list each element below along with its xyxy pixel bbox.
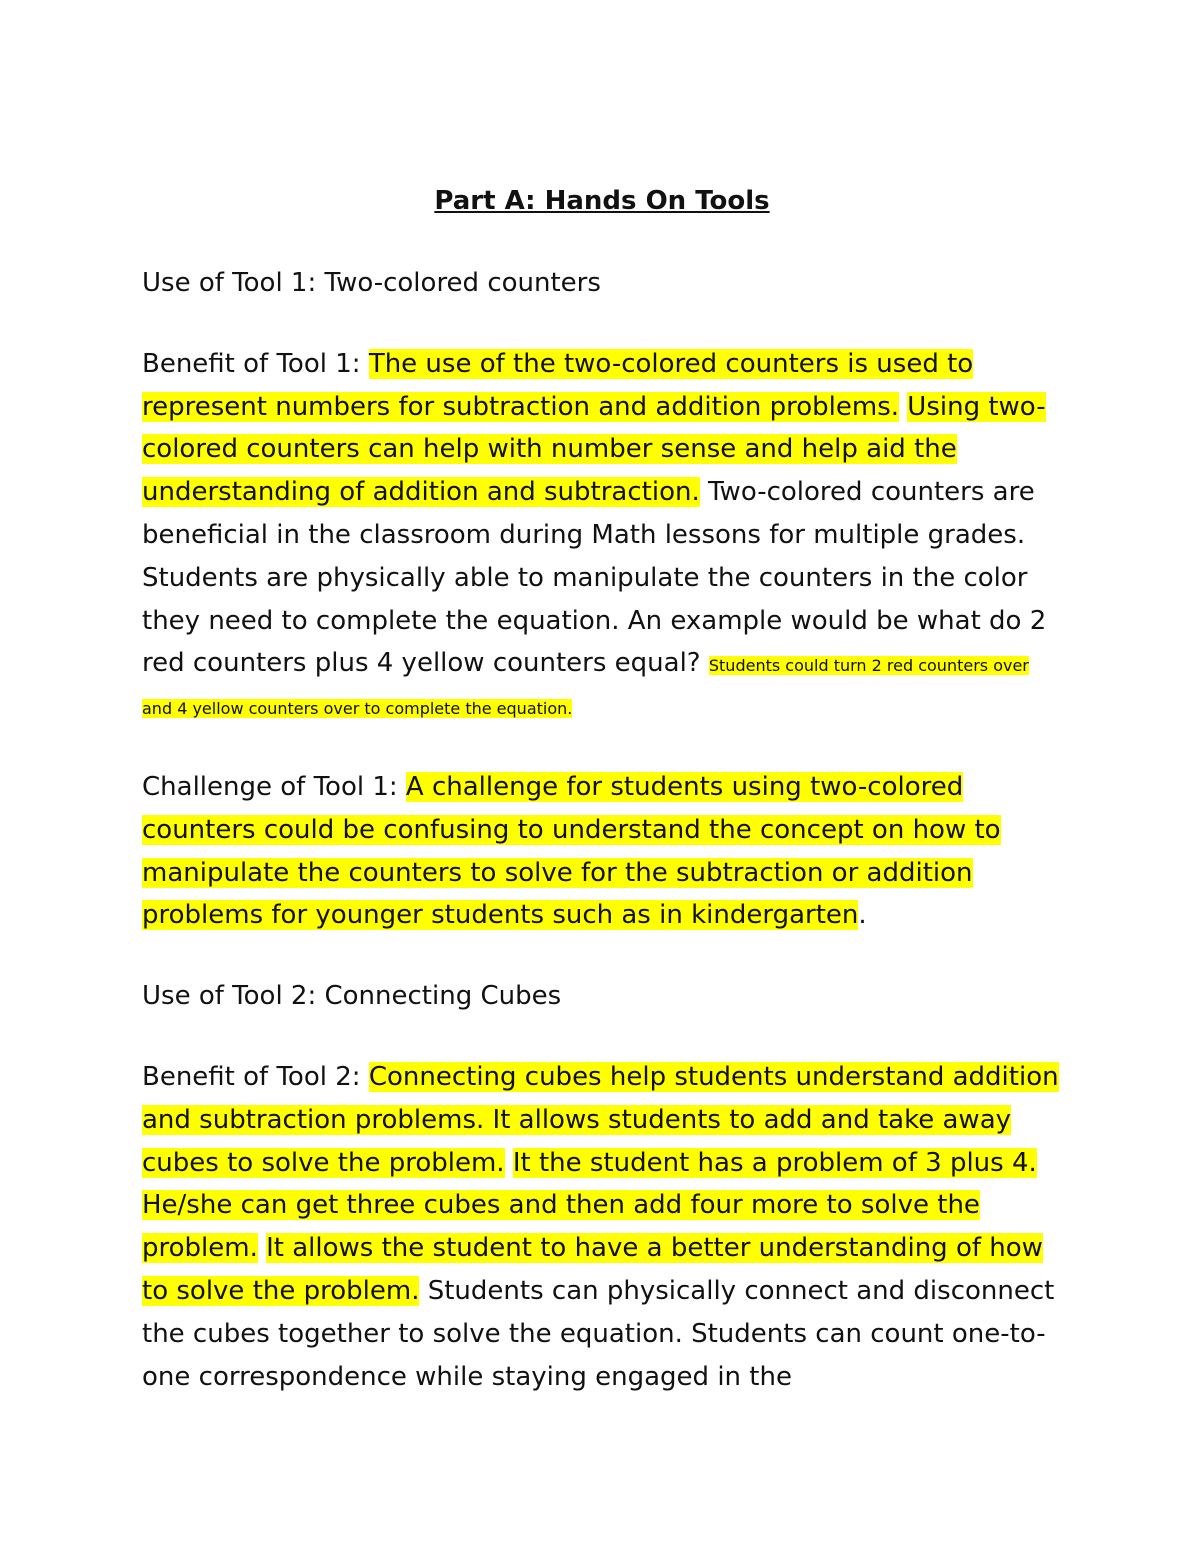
challenge-tool-1-label: Challenge of Tool 1: (142, 771, 406, 802)
body-text: Two-colored counters are beneficial in the classroom during Math lessons for multiple grades. Students are physically able to manipulate the counters in the color they need to complete the equation. An example would be what do 2 red counters plus 4 yellow counters equal? (142, 477, 1047, 679)
spacer-text (505, 1148, 513, 1178)
challenge-of-tool-1 (142, 766, 1062, 937)
benefit-of-tool-1 (142, 343, 1062, 728)
benefit-of-tool-2 (142, 1056, 1062, 1398)
highlighted-text: The use of the two-colored counters is used to represent numbers for subtraction and addition problems. (142, 348, 974, 422)
highlighted-text: Using two-colored counters can help with number sense and help aid the understanding of addition and subtraction. (142, 391, 1046, 508)
body-text: Students can physically connect and disconnect the cubes together to solve the equation. Students can count one-to-one correspondence while staying engaged in the (142, 1275, 1055, 1392)
benefit-tool-2-label: Benefit of Tool 2: (142, 1061, 369, 1092)
spacer-text (258, 1233, 266, 1263)
highlighted-small-text: Students could turn 2 red counters over and 4 yellow counters over to complete the equation. (142, 656, 1029, 719)
highlighted-text: A challenge for students using two-colored counters could be confusing to understand the concept on how to manipulate the counters to solve for the subtraction or addition problems for younger students such as in kindergarten (142, 771, 1001, 931)
highlighted-text: Connecting cubes help students understand addition and subtraction problems. It allows students to add and take away cubes to solve the problem. (142, 1061, 1059, 1178)
benefit-tool-1-label: Benefit of Tool 1: (142, 348, 369, 379)
use-of-tool-1: Use of Tool 1: Two-colored counters (142, 268, 601, 298)
highlighted-text: It allows the student to have a better understanding of how to solve the problem. (142, 1233, 1043, 1306)
use-of-tool-2: Use of Tool 2: Connecting Cubes (142, 981, 562, 1012)
highlighted-text: It the student has a problem of 3 plus 4. He/she can get three cubes and then add four more to solve the problem. (142, 1147, 1037, 1264)
body-text: . (858, 900, 867, 931)
document-body (142, 182, 1062, 1436)
page-title: Part A: Hands On Tools (434, 186, 770, 216)
